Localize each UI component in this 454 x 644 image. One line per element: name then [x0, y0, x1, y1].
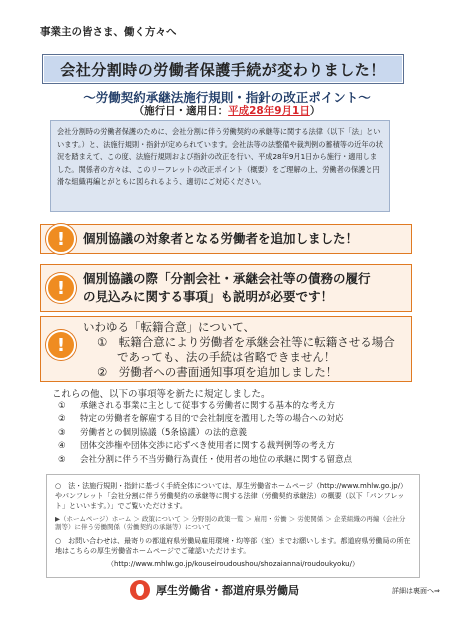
list-item	[58, 454, 352, 467]
list-item-text: 特定の労働者を解雇する目的で会社制度を濫用した等の場合への対応	[80, 414, 344, 425]
exclamation-icon: !	[46, 273, 76, 303]
list-item	[58, 440, 352, 453]
subtitle: ～労働契約承継法施行規則・指針の改正ポイント～	[83, 90, 371, 105]
list-item-number: ④	[58, 441, 66, 452]
list-item-text: 労働者との個別協議（5条協議）の法的意義	[80, 427, 247, 438]
footer	[130, 580, 299, 600]
date-suffix: ）	[309, 105, 321, 117]
list-item-number: ②	[58, 414, 66, 425]
point-3-line-2: ① 転籍合意により労働者を承継会社等に転籍させる場合	[97, 335, 395, 349]
point-box-1	[40, 224, 412, 254]
provisions-list	[58, 400, 352, 467]
intro-paragraph: 会社分割時の労働者保護のために、会社分割に伴う労働契約の承継等に関する法律（以下「法」といいます。）と、法施行規則・指針が定められています。会社法等の法整備や裁判例の蓄積等の近年の状況を踏まえて、この度、法施行規則および指針の改正を行い、平成28年9月1日から施行・適用しました。関係者の方々は、このリーフレットの改正ポイント（概要）をご理解の上、労働者の保護と円滑な組織再編とがともに図られるよう、適切にご対応ください。	[50, 120, 390, 212]
ministry-logo-icon	[130, 580, 150, 600]
effective-date: 平成28年9月1日	[228, 105, 310, 117]
info-box	[46, 474, 420, 578]
list-item-text: 団体交渉権や団体交渉に応ずべき使用者に関する裁判例等の考え方	[80, 441, 335, 452]
list-item	[58, 413, 352, 426]
point-box-2	[40, 264, 412, 312]
point-2-line-2: の見込みに関する事項」も説明が必要です！	[83, 289, 334, 304]
bureau-url-link[interactable]: （http://www.mhlw.go.jp/kouseiroudoushou/shozaiannai/roudoukyoku/）	[107, 560, 359, 569]
exclamation-icon: !	[46, 224, 76, 254]
point-box-3	[40, 316, 412, 382]
list-item-text: 会社分割に伴う不当労働行為責任・使用者の地位の承継に関する留意点	[80, 454, 353, 465]
list-item-number: ①	[58, 401, 66, 411]
list-item	[58, 400, 352, 413]
website-navigation-path: ▶（ホームページ）ホーム ＞ 政策について ＞ 分野別の政策一覧 ＞ 雇用・労働 ＞ 労使関係 ＞ 企業組織の再編（会社分割等）に伴う労働関係（労働契約の承継等）について	[55, 514, 406, 532]
point-3-line-4: ② 労働者への書面通知事項を追加しました！	[97, 365, 338, 379]
see-back-note: 詳細は裏面へ⇒	[392, 587, 440, 595]
list-item	[58, 427, 352, 440]
title-banner	[42, 54, 404, 84]
other-provisions-lead: これらの他、以下の事項等を新たに規定しました。	[52, 389, 271, 400]
point-2-text	[83, 270, 371, 306]
point-3-text	[83, 320, 395, 380]
point-3-line-1: いわゆる「転籍合意」について、	[83, 320, 256, 334]
point-3-line-3: であっても、法の手続は省略できません！	[117, 350, 336, 364]
page-title: 会社分割時の労働者保護手続が変わりました！	[60, 60, 386, 79]
list-item-number: ⑤	[58, 454, 66, 465]
list-item-text: 承継される事業に主として従事する労働者に関する基本的な考え方	[80, 401, 336, 411]
info-paragraph-2: ○ お問い合わせは、最寄りの都道府県労働局雇用環境・均等部（室）までお願いします。都道府県労働局の所在地はこちらの厚生労働省ホームページでご確認いただけます。	[55, 536, 411, 555]
organization-name: 厚生労働省・都道府県労働局	[156, 584, 299, 597]
effective-date-line	[0, 103, 454, 118]
list-item-number: ③	[58, 427, 66, 438]
audience-heading: 事業主の皆さま、働く方々へ	[40, 26, 177, 38]
point-1-text: 個別協議の対象者となる労働者を追加しました！	[83, 231, 359, 246]
date-prefix: （施行日・適用日：	[133, 105, 229, 117]
info-paragraph-1: ○ 法・法施行規則・指針に基づく手続全体については、厚生労働省ホームページ（http://www.mhlw.go.jp/）やパンフレット「会社分割に伴う労働契約の承継等に関する法律（労働契約承継法）の概要（以下「パンフレット」といいます。）」でご覧いただけます。	[55, 482, 408, 511]
exclamation-icon: !	[46, 330, 76, 360]
point-2-line-1: 個別協議の際「分割会社・承継会社等の債務の履行	[83, 271, 371, 286]
